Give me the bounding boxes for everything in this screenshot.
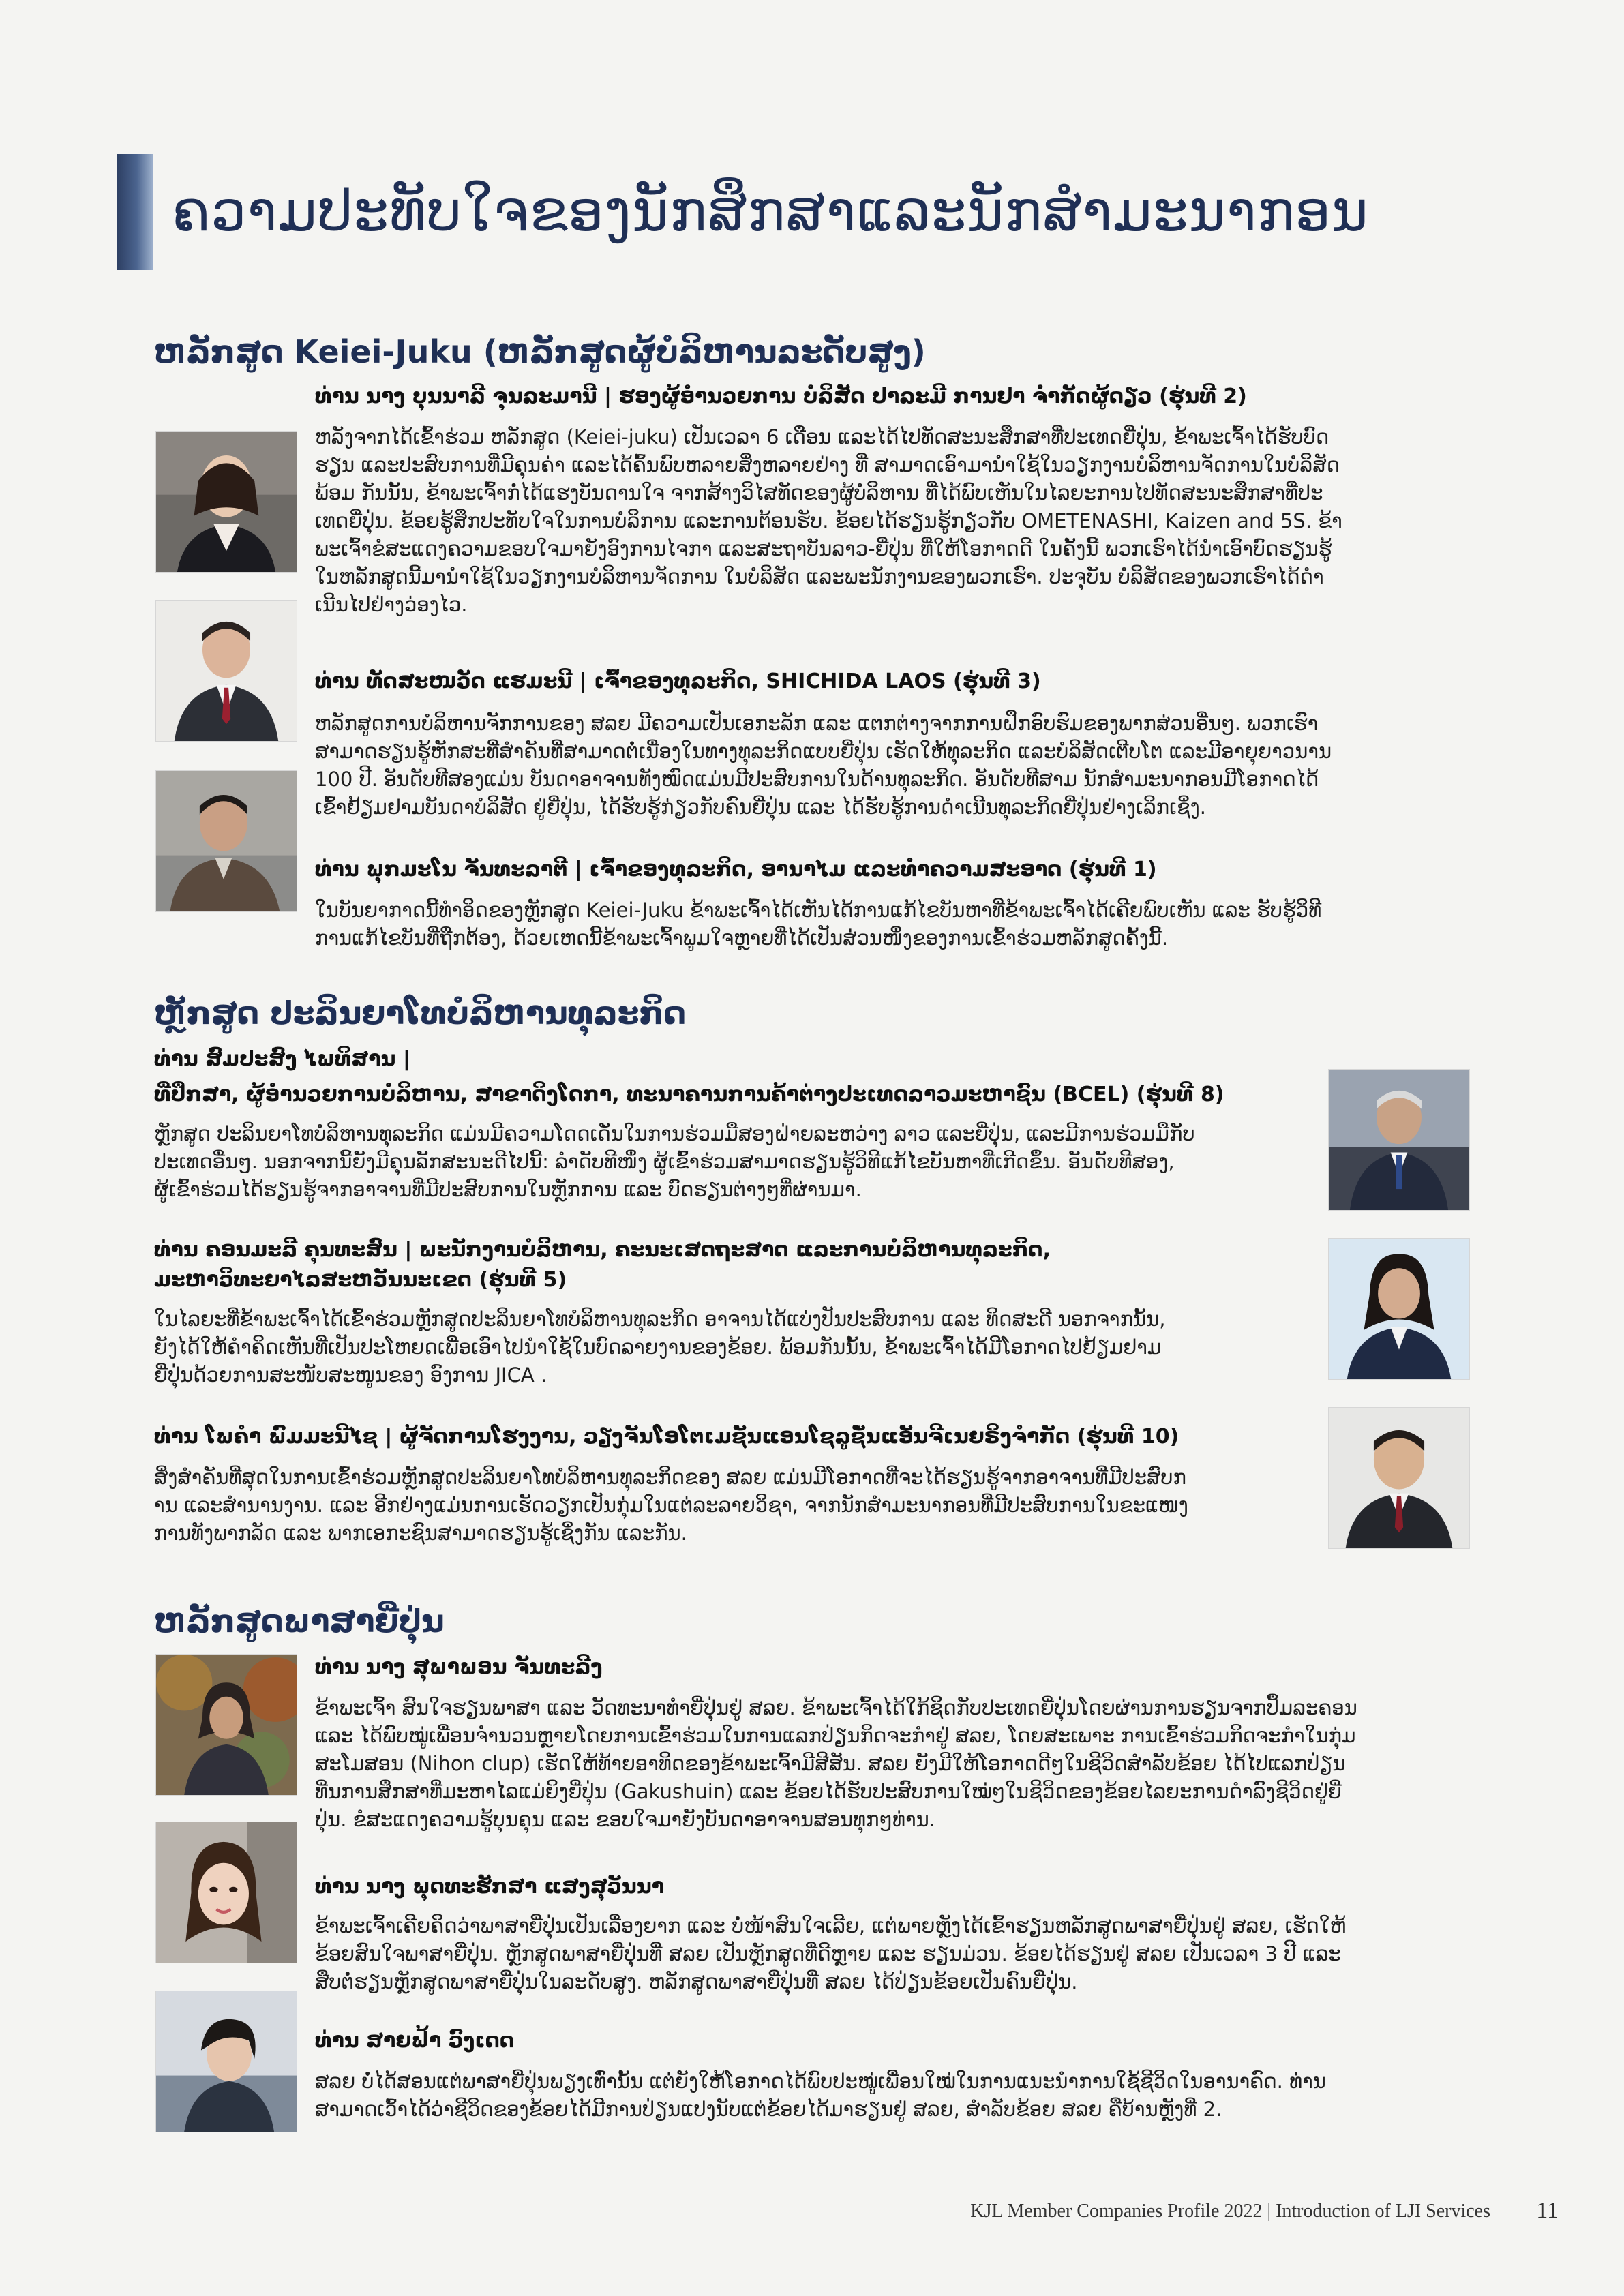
portrait-photo <box>1328 1407 1470 1549</box>
portrait-photo <box>155 1991 297 2132</box>
person-name: ທ່ານ ນາງ ບຸນນາລີ ຈຸນລະມານີ | ຮອງຜູ້ອຳນວຍການ ບໍລິສັດ ປາລະມີ ການຢາ ຈຳກັດຜູ້ດຽວ (ຮຸ່ນທີ 2) <box>315 384 1247 408</box>
testimonial-text: ຫຼັກສູດ ປະລິນຍາໂທບໍລິຫານທຸລະກິດ ແມ່ນມີຄວາມໂດດເດັ່ນໃນການຮ່ວມມືສອງຝ່າຍລະຫວ່າງ ລາວ ແລະຍີ່ປຸ່ນ, ແລະມີການຮ່ວມມືກັບ ປະເທດອື່ນໆ. ນອກຈາກນີ້ຍັງມີຄຸນລັກສະນະດີໄປນີ້: ລຳດັບທີໜຶ່ງ ຜູ້ເຂົ້າຮ່ວມສາມາດຮຽນຮູ້ວິທີແກ້ໄຂບັນຫາທີ່ເກີດຂຶ້ນ. ອັນດັບທີສອງ, ຜູ້ເຂົ້າຮ່ວມໄດ້ຮຽນຮູ້ຈາກອາຈານທີ່ມີປະສົບການໃນຫຼັກການ ແລະ ບົດຮຽນຕ່າງໆທີ່ຜ່ານມາ. <box>154 1122 1195 1201</box>
person-name: ທ່ານ ສາຍຟ້າ ວົງເດດ <box>315 2029 515 2053</box>
testimonial-text: ຂ້າພະເຈົ້າ ສົນໃຈຮຽນພາສາ ແລະ ວັດທະນາທຳຍີ່ປຸ່ນຢູ່ ສລຍ. ຂ້າພະເຈົ້າໄດ້ໃກ້ຊິດກັບປະເທດຍີ່ປຸ່ນໂດຍຜ່ານການຮຽນຈາກປຶ້ມລະຄອນ ແລະ ໄດ້ພົບໝູ່ເພື່ອນຈຳນວນຫຼາຍໂດຍການເຂົ້າຮ່ວມໃນການແລກປ່ຽນກິດຈະກຳຢູ່ ສລຍ, ໂດຍສະເພາະ ການເຂົ້າຮ່ວມກິດຈະກຳໃນກຸ່ມ ສະໂມສອນ (Nihon clup) ເຮັດໃຫ້ທ້າຍອາທິດຂອງຂ້າພະເຈົ້າມີສີສັນ. ສລຍ ຍັງມີໃຫ້ໂອກາດດີໆໃນຊີວິດສຳລັບຂ້ອຍ ໄດ້ໄປແລກປ່ຽນ ທີ່ນການສຶກສາທີ່ມະຫາໄລແມ່ຍິງຍີ່ປຸ່ນ (Gakushuin) ແລະ ຂ້ອຍໄດ້ຮັບປະສົບການໃໝ່ໆໃນຊີວິດຂອງຂ້ອຍໄລຍະການດຳລົງຊີວິດຢູ່ຍີ່ ປຸ່ນ. ຂໍສະແດງຄວາມຮູ້ບຸນຄຸນ ແລະ ຂອບໃຈມາຍັງບັນດາອາຈານສອນທຸກໆທ່ານ. <box>315 1696 1357 1831</box>
section-title-mba: ຫຼັກສູດ ປະລິນຍາໂທບໍລິຫານທຸລະກິດ <box>154 995 687 1031</box>
testimonial-text: ໃນໄລຍະທີ່ຂ້າພະເຈົ້າໄດ້ເຂົ້າຮ່ວມຫຼັກສູດປະລິນຍາໂທບໍລິຫານທຸລະກິດ ອາຈານໄດ້ແບ່ງປັນປະສົບການ ແລະ ທິດສະດີ ນອກຈາກນັ້ນ, ຍັງໄດ້ໃຫ້ຄຳຄິດເຫັນທີ່ເປັນປະໂຫຍດເພື່ອເອົາໄປນຳໃຊ້ໃນບົດລາຍງານຂອງຂ້ອຍ. ພ້ອມກັນນັ້ນ, ຂ້າພະເຈົ້າໄດ້ມີໂອກາດໄປຢ້ຽມຢາມ ຍີ່ປຸ່ນດ້ວຍການສະໜັບສະໜູນຂອງ ອົງການ JICA . <box>154 1308 1166 1387</box>
portrait-photo <box>1328 1069 1470 1211</box>
person-title: ທີ່ປຶກສາ, ຜູ້ອຳນວຍການບໍລິຫານ, ສາຂາດິງໂດກາ, ທະນາຄານການຄ້າຕ່າງປະເທດລາວມະຫາຊົນ (BCEL) (ຮຸ່ນທີ 8) <box>154 1083 1224 1106</box>
portrait-photo <box>155 600 297 742</box>
page-number: 11 <box>1536 2198 1559 2223</box>
person-name: ທ່ານ ທັດສະໜວັດ ແຮມະນີ | ເຈົ້າຂອງທຸລະກິດ, SHICHIDA LAOS (ຮຸ່ນທີ 3) <box>315 669 1041 693</box>
portrait-photo <box>155 770 297 912</box>
testimonial-text: ໃນບັນຍາກາດນີ້ທຳອິດຂອງຫຼັກສູດ Keiei-Juku ຂ້າພະເຈົ້າໄດ້ເຫັນໄດ້ການແກ້ໄຂບັນຫາທີ່ຂ້າພະເຈົ້າໄດ້ເຄີຍພົບເຫັນ ແລະ ຮັບຮູ້ວິທີ ການແກ້ໄຂບັນທີ່ຖືກຕ້ອງ, ດ້ວຍເຫດນີ້ຂ້າພະເຈົ້າພູມໃຈຫຼາຍທີ່ໄດ້ເປັນສ່ວນໜຶ່ງຂອງການເຂົ້າຮ່ວມຫລັກສູດຄັ້ງນີ້. <box>315 898 1322 950</box>
section-title-keiei-juku: ຫລັກສູດ Keiei-Juku (ຫລັກສູດຜູ້ບໍລິຫານລະດັບສູງ) <box>154 333 926 370</box>
portrait-photo <box>155 1654 297 1796</box>
person-name: ທ່ານ ສົມປະສົງ ໄພທິສານ | <box>154 1047 410 1071</box>
testimonial-text: ຫລັກສູດການບໍລິຫານຈັກການຂອງ ສລຍ ມີຄວາມເປັນເອກະລັກ ແລະ ແຕກຕ່າງຈາກການຝຶກອົບຮົມຂອງພາກສ່ວນອື່ນໆ. ພວກເຮົາ ສາມາດຮຽນຮູ້ຫັກສະທີ່ສຳຄັນທີ່ສາມາດຕໍ່ເນື່ອງໃນທາງທຸລະກິດແບບຍີ່ປຸ່ນ ເຮັດໃຫ້ທຸລະກິດ ແລະບໍລິສັດເຕີບໂຕ ແລະມີອາຍຸຍາວນານ 100 ປີ. ອັນດັບທີສອງແມ່ນ ບັນດາອາຈານທັງໝົດແມ່ນມີປະສົບການໃນດ້ານທຸລະກິດ. ອັນດັບທີສາມ ນັກສຳມະນາກອນມີໂອກາດໄດ້ ເຂົ້າຢ້ຽມຢາມບັນດາບໍລິສັດ ຢູ່ຍີ່ປຸ່ນ, ໄດ້ຮັບຮູ້ກ່ຽວກັບຄົນຍີ່ປຸ່ນ ແລະ ໄດ້ຮັບຮູ້ການດຳເນີນທຸລະກິດຍີ່ປຸ່ນຢ່າງເລິກເຊິ່ງ. <box>315 712 1332 819</box>
person-name: ທ່ານ ຄອນມະລີ ຄຸນທະສົນ | ພະນັກງານບໍລິຫານ, ຄະນະເສດຖະສາດ ແລະການບໍລິຫານທຸລະກິດ, <box>154 1238 1051 1262</box>
person-name: ທ່ານ ພຸກມະໂນ ຈັນທະລາຕີ | ເຈົ້າຂອງທຸລະກິດ, ອານາໄມ ແລະທຳຄວາມສະອາດ (ຮຸ່ນທີ 1) <box>315 858 1157 881</box>
testimonial-text: ສິ່ງສຳຄັນທີ່ສຸດໃນການເຂົ້າຮ່ວມຫຼັກສູດປະລິນຍາໂທບໍລິຫານທຸລະກິດຂອງ ສລຍ ແມ່ນມີໂອກາດທີ່ຈະໄດ້ຮຽນຮູ້ຈາກອາຈານທີ່ມີປະສົບກ ານ ແລະສຳນານງານ. ແລະ ອີກຢ່າງແມ່ນການເຮັດວຽກເປັນກຸ່ມໃນແຕ່ລະລາຍວິຊາ, ຈາກນັກສຳມະນາກອນທີ່ມີປະສົບການໃນຂະແໜງ ການທັງພາກລັດ ແລະ ພາກເອກະຊົນສາມາດຮຽນຮູ້ເຊິ່ງກັນ ແລະກັນ. <box>154 1466 1188 1545</box>
person-name: ທ່ານ ໂພຄຳ ພົມມະນີໄຊ | ຜູ້ຈັດການໂຮງງານ, ວຽງຈັນໂອໂຕເມຊັນແອນໂຊລູຊັ່ນແອັນຈີເນຍຣິງຈຳກັດ (ຮຸ່ນທີ 10) <box>154 1425 1179 1449</box>
portrait-photo <box>155 1822 297 1963</box>
portrait-photo <box>1328 1238 1470 1380</box>
title-accent-bar <box>117 154 153 270</box>
portrait-photo <box>155 431 297 573</box>
page-title: ຄວາມປະທັບໃຈຂອງນັກສຶກສາແລະນັກສຳມະນາກອນ <box>172 179 1369 244</box>
testimonial-text: ສລຍ ບໍ່ໄດ້ສອນແຕ່ພາສາຍີ່ປຸ່ນພຽງເທົ່ານັ້ນ ແຕ່ຍັງໃຫ້ໂອກາດໄດ້ພົບປະໝູ່ເພື່ອນໃໝ່ໃນການແນະນຳການໃຊ້ຊີວິດໃນອານາຄົດ. ທ່ານ ສາມາດເວົ້າໄດ້ວ່າຊີວິດຂອງຂ້ອຍໄດ້ມີການປ່ຽນແປງນັບແຕ່ຂ້ອຍໄດ້ມາຮຽນຢູ່ ສລຍ, ສຳລັບຂ້ອຍ ສລຍ ຄືບ້ານຫຼັງທີ່ 2. <box>315 2070 1326 2121</box>
testimonial-text: ຂ້າພະເຈົ້າເຄີຍຄິດວ່າພາສາຍີ່ປຸ່ນເປັນເລື່ອງຍາກ ແລະ ບໍ່ໜ້າສົນໃຈເລີຍ, ແຕ່ພາຍຫຼັງໄດ້ເຂົ້າຮຽນຫລັກສູດພາສາຍີ່ປຸ່ນຢູ່ ສລຍ, ເຮັດໃຫ້ ຂ້ອຍສົນໃຈພາສາຍີ່ປຸ່ນ. ຫຼັກສູດພາສາຍີ່ປຸ່ນທີ່ ສລຍ ເປັນຫຼັກສູດທີ່ດີຫຼາຍ ແລະ ຮຽນມ່ວນ. ຂ້ອຍໄດ້ຮຽນຢູ່ ສລຍ ເປັນເວລາ 3 ປີ ແລະ ສືບຕໍ່ຮຽນຫຼັກສູດພາສາຍີ່ປຸ່ນໃນລະດັບສູງ. ຫລັກສູດພາສາຍີ່ປຸ່ນທີ່ ສລຍ ໄດ້ປ່ຽນຂ້ອຍເປັນຄົນຍີ່ປຸ່ນ. <box>315 1914 1347 1993</box>
testimonial-text: ຫລັງຈາກໄດ້ເຂົ້າຮ່ວມ ຫລັກສູດ (Keiei-juku) ເປັນເວລາ 6 ເດືອນ ແລະໄດ້ໄປທັດສະນະສຶກສາທີ່ປະເທດຍີ່ປຸ່ນ, ຂ້າພະເຈົ້າໄດ້ຮັບບົດ ຮຽນ ແລະປະສົບການທີ່ມີຄຸນຄ່າ ແລະໄດ້ຄົ້ນພົບຫລາຍສິ່ງຫລາຍຢ່າງ ທີ່ ສາມາດເອົາມານຳໃຊ້ໃນວຽກງານບໍລິຫານຈັດການໃນບໍລິສັດ ພ້ອມ ກັນນັ້ນ, ຂ້າພະເຈົ້າກໍ່ໄດ້ແຮງບັນດານໃຈ ຈາກສ້າງວິໄສທັດຂອງຜູ້ບໍລິຫານ ທີ່ໄດ້ພົບເຫັນໃນໄລຍະການໄປທັດສະນະສຶກສາທີ່ປະ ເທດຍີ່ປຸ່ນ. ຂ້ອຍຮູ້ສຶກປະທັບໃຈໃນການບໍລິການ ແລະການຕ້ອນຮັບ. ຂ້ອຍໄດ້ຮຽນຮູ້ກຽ່ວກັບ OMETENASHI, Kaizen and 5S. ຂ້າ ພະເຈົ້າຂໍສະແດງຄວາມຂອບໃຈມາຍັງອົງການໄຈກາ ແລະສະຖາບັນລາວ-ຍີ່ປຸ່ນ ທີ່ໃຫ້ໂອກາດດີ ໃນຄັ້ງນີ້ ພວກເຮົາໄດ້ນຳເອົາບົດຮຽນຮູ້ ໃນຫລັກສູດນີ້ມານຳໃຊ້ໃນວຽກງານບໍລິຫານຈັດການ ໃນບໍລິສັດ ແລະພະນັກງານຂອງພວກເຮົາ. ປະຈຸບັນ ບໍລິສັດຂອງພວກເຮົາໄດ້ດຳ ເນີນໄປຢ່າງວ່ອງໄວ. <box>315 425 1342 616</box>
person-title: ມະຫາວິທະຍາໄລສະຫວັນນະເຂດ (ຮຸ່ນທີ 5) <box>154 1268 567 1292</box>
footer-text: KJL Member Companies Profile 2022 | Introduction of LJI Services <box>970 2201 1490 2222</box>
person-name: ທ່ານ ນາງ ພຸດທະຮັກສາ ແສງສຸວັນນາ <box>315 1875 665 1899</box>
section-title-japanese-language: ຫລັກສູດພາສາຍີ່ປຸ່ນ <box>154 1603 445 1640</box>
person-name: ທ່ານ ນາງ ສຸພາພອນ ຈັນທະລີງ <box>315 1655 603 1679</box>
